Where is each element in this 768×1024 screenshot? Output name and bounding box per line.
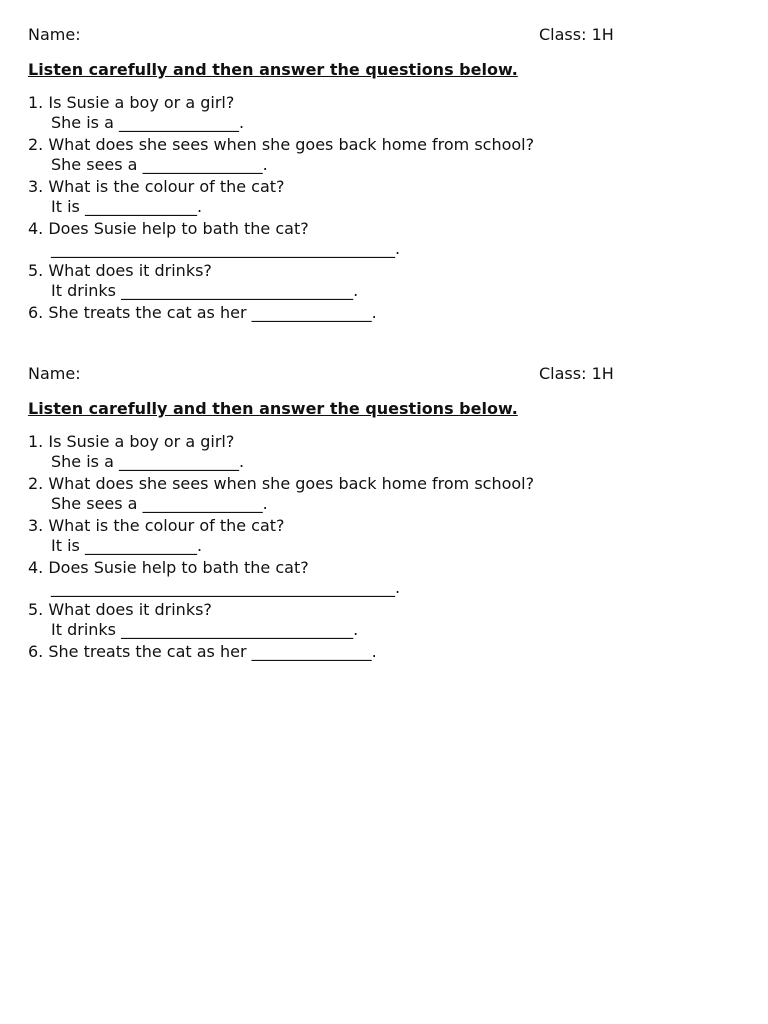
question-6 xyxy=(28,642,628,662)
question-text: 5. What does it drinks? xyxy=(28,600,212,619)
class-label: Class: 1H xyxy=(539,25,614,44)
answer-line: She is a _______________. xyxy=(51,452,245,471)
question-text: 6. She treats the cat as her _______________. xyxy=(28,642,377,661)
name-label: Name: xyxy=(28,25,81,44)
question-text: 4. Does Susie help to bath the cat? xyxy=(28,558,309,577)
answer-line: She is a _______________. xyxy=(51,113,245,132)
question-3 xyxy=(28,177,628,217)
worksheet-header xyxy=(28,24,628,46)
answer-line: ___________________________________________. xyxy=(51,239,401,258)
question-text: 6. She treats the cat as her _______________. xyxy=(28,303,377,322)
instruction-heading: Listen carefully and then answer the questions below. xyxy=(28,60,518,79)
answer-line: She sees a _______________. xyxy=(51,494,268,513)
name-label: Name: xyxy=(28,364,81,383)
answer-line: ___________________________________________. xyxy=(51,578,401,597)
answer-line: She sees a _______________. xyxy=(51,155,268,174)
question-6 xyxy=(28,303,628,323)
answer-line: It is ______________. xyxy=(51,536,203,555)
question-text: 2. What does she sees when she goes back home from school? xyxy=(28,135,535,154)
answer-line: It drinks _____________________________. xyxy=(51,620,359,639)
question-1 xyxy=(28,93,628,133)
worksheet-header xyxy=(28,363,628,385)
question-text: 2. What does she sees when she goes back home from school? xyxy=(28,474,535,493)
question-text: 1. Is Susie a boy or a girl? xyxy=(28,432,235,451)
question-4 xyxy=(28,558,628,598)
class-label: Class: 1H xyxy=(539,364,614,383)
answer-line: It is ______________. xyxy=(51,197,203,216)
worksheet-top xyxy=(28,24,628,325)
question-list xyxy=(28,93,628,323)
question-1 xyxy=(28,432,628,472)
question-text: 1. Is Susie a boy or a girl? xyxy=(28,93,235,112)
question-4 xyxy=(28,219,628,259)
answer-line: It drinks _____________________________. xyxy=(51,281,359,300)
instruction-heading: Listen carefully and then answer the questions below. xyxy=(28,399,518,418)
question-list xyxy=(28,432,628,662)
question-5 xyxy=(28,261,628,301)
worksheet-bottom xyxy=(28,363,628,664)
question-2 xyxy=(28,135,628,175)
question-text: 4. Does Susie help to bath the cat? xyxy=(28,219,309,238)
question-text: 5. What does it drinks? xyxy=(28,261,212,280)
question-2 xyxy=(28,474,628,514)
question-text: 3. What is the colour of the cat? xyxy=(28,516,285,535)
question-3 xyxy=(28,516,628,556)
question-text: 3. What is the colour of the cat? xyxy=(28,177,285,196)
question-5 xyxy=(28,600,628,640)
